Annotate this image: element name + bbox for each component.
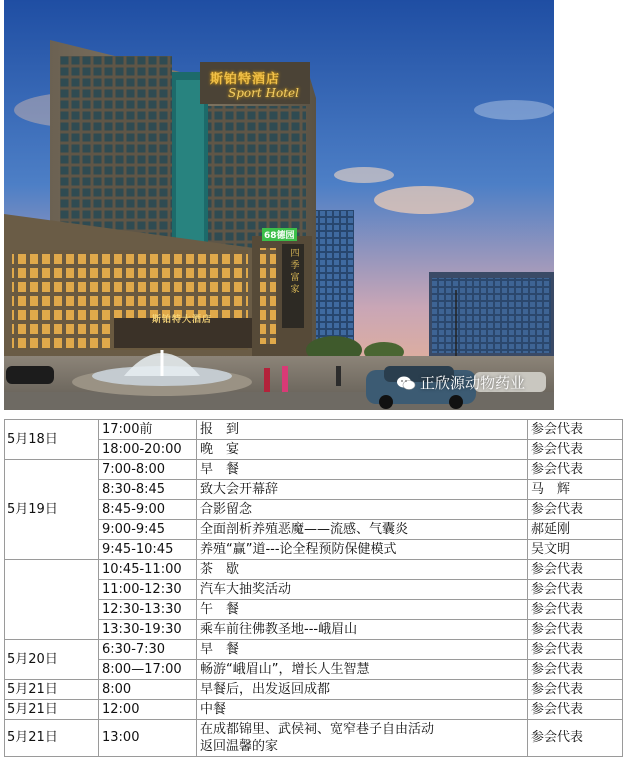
event-cell: 中餐 [197,700,528,720]
time-cell: 8:30-8:45 [99,480,197,500]
time-cell: 10:45-11:00 [99,560,197,580]
person-cell: 参会代表 [528,700,623,720]
time-cell: 17:00前 [99,420,197,440]
event-cell: 养殖“赢”道---论全程预防保健模式 [197,540,528,560]
event-cell [197,720,528,757]
event-cell: 合影留念 [197,500,528,520]
person-cell: 参会代表 [528,580,623,600]
hotel-name-en: Sport Hotel [228,86,299,100]
date-cell: 5月20日 [5,640,99,680]
time-cell: 9:00-9:45 [99,520,197,540]
date-cell: 5月21日 [5,680,99,700]
person-cell: 参会代表 [528,560,623,580]
table-row [5,640,623,660]
wechat-icon [396,375,416,391]
person-cell: 马 辉 [528,480,623,500]
table-row [5,680,623,700]
watermark-text: 正欣源动物药业 [420,374,526,392]
event-cell: 午 餐 [197,600,528,620]
person-cell: 参会代表 [528,460,623,480]
time-cell: 8:00 [99,680,197,700]
time-cell: 12:00 [99,700,197,720]
person-cell: 参会代表 [528,620,623,640]
date-cell: 5月19日 [5,460,99,560]
event-line-2: 返回温馨的家 [200,739,279,754]
date-cell: 5月21日 [5,720,99,757]
vertical-sign: 四季富家 [290,249,300,295]
event-cell: 晚 宴 [197,440,528,460]
person-cell: 参会代表 [528,420,623,440]
hotel-photo-scene [4,0,554,410]
table-row [5,460,623,480]
event-cell: 报 到 [197,420,528,440]
time-cell: 8:45-9:00 [99,500,197,520]
watermark [396,372,525,393]
event-cell: 茶 歇 [197,560,528,580]
event-cell: 早餐后，出发返回成都 [197,680,528,700]
table-row [5,420,623,440]
event-cell: 全面剖析养殖恶魔——流感、气囊炎 [197,520,528,540]
table-row [5,560,623,580]
event-cell: 致大会开幕辞 [197,480,528,500]
person-cell: 参会代表 [528,720,623,757]
event-cell: 畅游“峨眉山”，增长人生智慧 [197,660,528,680]
hotel-photo [4,0,554,410]
hotel-name-cn: 斯铂特酒店 [210,72,281,87]
table-row [5,700,623,720]
time-cell: 18:00-20:00 [99,440,197,460]
time-cell: 13:30-19:30 [99,620,197,640]
time-cell: 8:00—17:00 [99,660,197,680]
event-cell: 早 餐 [197,640,528,660]
time-cell: 12:30-13:30 [99,600,197,620]
person-cell: 参会代表 [528,640,623,660]
date-cell: 5月18日 [5,420,99,460]
table-row [5,720,623,757]
time-cell: 11:00-12:30 [99,580,197,600]
schedule-table [4,419,623,757]
time-cell: 9:45-10:45 [99,540,197,560]
event-line-1: 在成都锦里、武侯祠、宽窄巷子自由活动 [200,722,435,737]
person-cell: 参会代表 [528,680,623,700]
event-cell: 乘车前往佛教圣地---峨眉山 [197,620,528,640]
time-cell: 6:30-7:30 [99,640,197,660]
time-cell: 13:00 [99,720,197,757]
date-cell [5,560,99,640]
green-sign: 68德园 [262,228,297,241]
person-cell: 郝延刚 [528,520,623,540]
time-cell: 7:00-8:00 [99,460,197,480]
person-cell: 参会代表 [528,660,623,680]
person-cell: 参会代表 [528,600,623,620]
podium-sign: 斯铂特大酒店 [152,315,213,325]
event-cell: 早 餐 [197,460,528,480]
person-cell: 参会代表 [528,440,623,460]
date-cell: 5月21日 [5,700,99,720]
person-cell: 参会代表 [528,500,623,520]
person-cell: 吴文明 [528,540,623,560]
event-cell: 汽车大抽奖活动 [197,580,528,600]
